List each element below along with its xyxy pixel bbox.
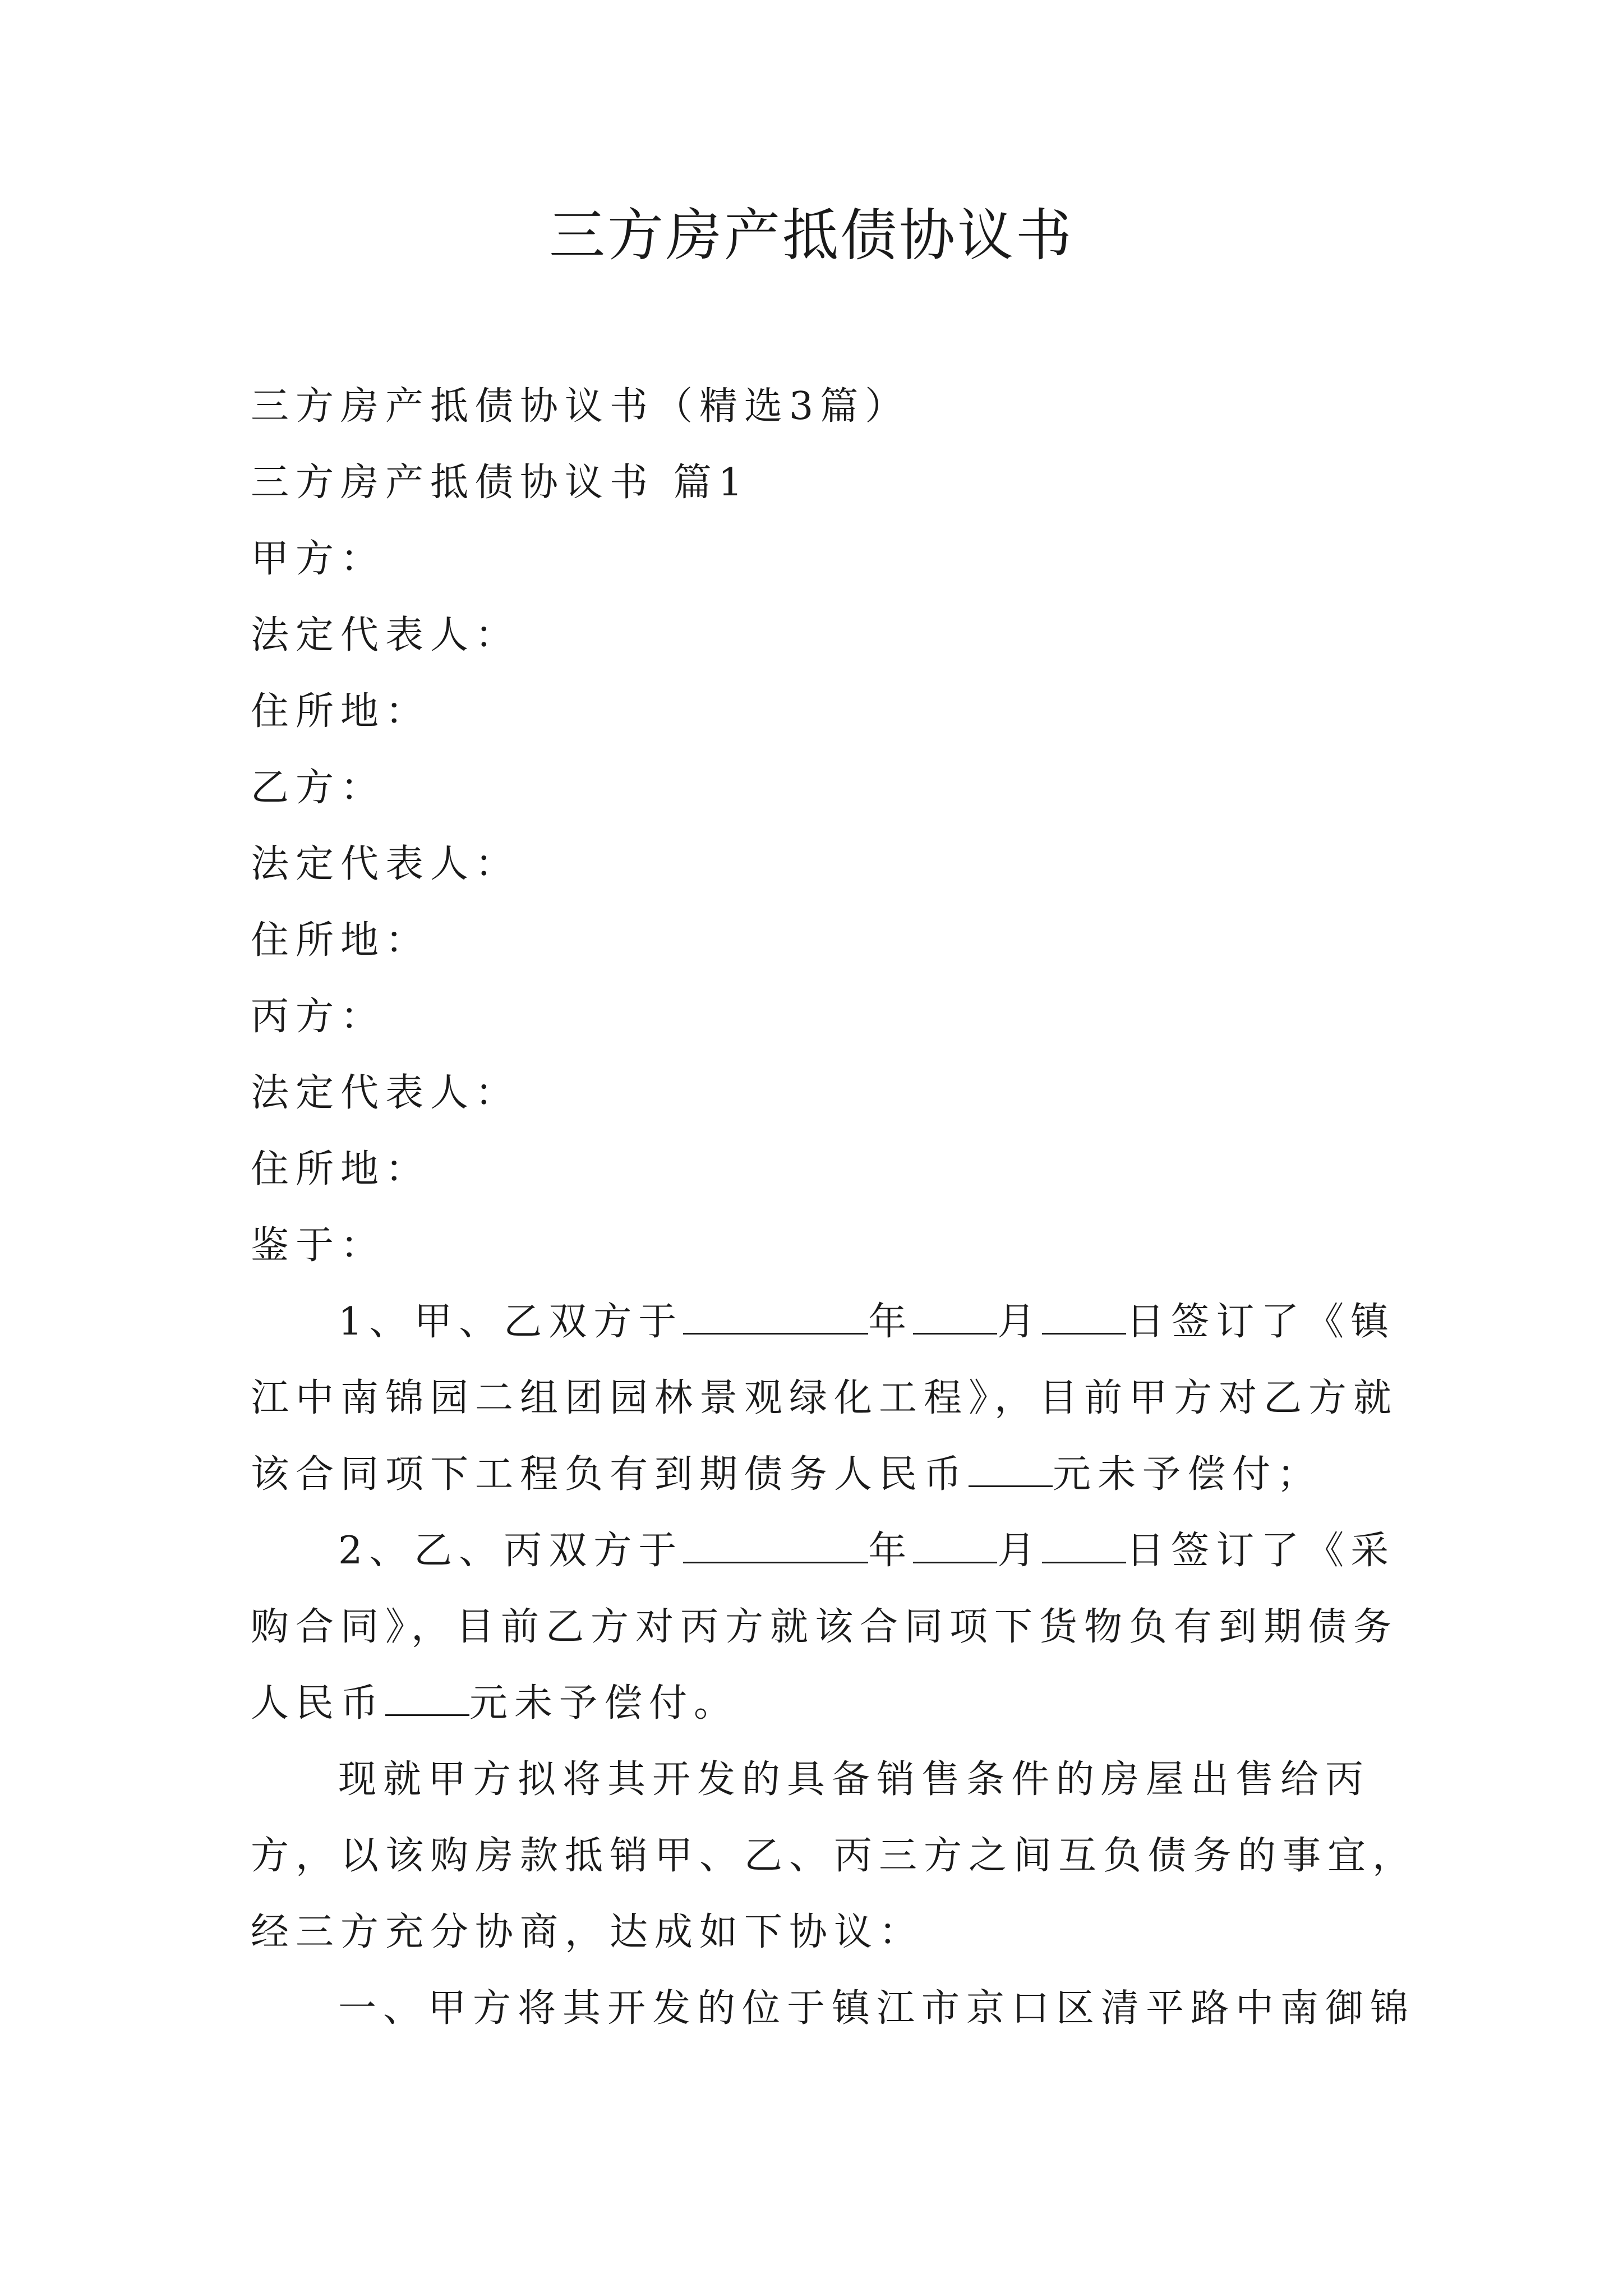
amount-blank	[385, 1683, 469, 1716]
amount-blank	[969, 1454, 1053, 1487]
clause-2-text-c: 月	[997, 1529, 1043, 1573]
clause-2-text-d: 日签订了《采	[1126, 1529, 1396, 1573]
clause-2-text-a: 2、乙、丙双方于	[338, 1529, 684, 1573]
clause-1-line-3	[251, 1437, 1389, 1513]
party-a-label: 甲方：	[251, 537, 386, 581]
clause-1-line-3-b: 元未予偿付；	[1053, 1452, 1322, 1497]
year-blank	[683, 1530, 868, 1563]
clause-2-line-3-b: 元未予偿付。	[469, 1681, 739, 1726]
clause-1-line-1	[338, 1284, 1396, 1360]
whereas-label: 鉴于：	[251, 1223, 386, 1268]
month-blank	[913, 1301, 997, 1335]
party-a-address: 住所地：	[251, 689, 431, 734]
party-b-address: 住所地：	[251, 918, 431, 963]
clause-1	[251, 1284, 1399, 1513]
section-heading: 三方房产抵债协议书 篇1	[251, 461, 749, 505]
clause-1-line-2: 江中南锦园二组团园林景观绿化工程》，目前甲方对乙方就	[251, 1376, 1399, 1420]
paragraph-3-line-3: 经三方充分协商，达成如下协议：	[251, 1910, 924, 1954]
clause-2-text-b: 年	[868, 1529, 914, 1573]
clause-1-text-c: 月	[997, 1300, 1043, 1344]
clause-2	[251, 1513, 1399, 1742]
party-c-address: 住所地：	[251, 1147, 431, 1191]
party-c-label: 丙方：	[251, 995, 386, 1039]
clause-2-line-2: 购合同》，目前乙方对丙方就该合同项下货物负有到期债务	[251, 1605, 1399, 1649]
party-b-label: 乙方：	[251, 766, 386, 810]
clause-2-line-1	[338, 1513, 1396, 1589]
party-c-representative: 法定代表人：	[251, 1071, 520, 1115]
paragraph-4-line-1: 一、甲方将其开发的位于镇江市京口区清平路中南御锦	[338, 1986, 1415, 2031]
clause-2-line-3	[251, 1665, 1389, 1742]
subtitle-line: 三方房产抵债协议书（精选3篇）	[251, 384, 910, 429]
clause-1-text-a: 1、甲、乙双方于	[338, 1300, 684, 1344]
document-body	[251, 369, 1389, 1284]
day-blank	[1042, 1530, 1126, 1563]
paragraph-3	[251, 1742, 1418, 1971]
paragraph-3-line-1: 现就甲方拟将其开发的具备销售条件的房屋出售给丙	[338, 1757, 1371, 1802]
year-blank	[683, 1301, 868, 1335]
party-a-representative: 法定代表人：	[251, 613, 520, 657]
day-blank	[1042, 1301, 1126, 1335]
clause-1-text-b: 年	[868, 1300, 914, 1344]
clause-1-text-d: 日签订了《镇	[1126, 1300, 1396, 1344]
party-b-representative: 法定代表人：	[251, 842, 520, 886]
month-blank	[913, 1530, 997, 1563]
paragraph-4	[251, 1971, 1415, 2047]
clause-1-line-3-a: 该合同项下工程负有到期债务人民币	[251, 1452, 969, 1497]
paragraph-3-line-2: 方，以该购房款抵销甲、乙、丙三方之间互负债务的事宜，	[251, 1834, 1418, 1878]
document-title: 三方房产抵债协议书	[549, 203, 1074, 268]
clause-2-line-3-a: 人民币	[251, 1681, 386, 1726]
